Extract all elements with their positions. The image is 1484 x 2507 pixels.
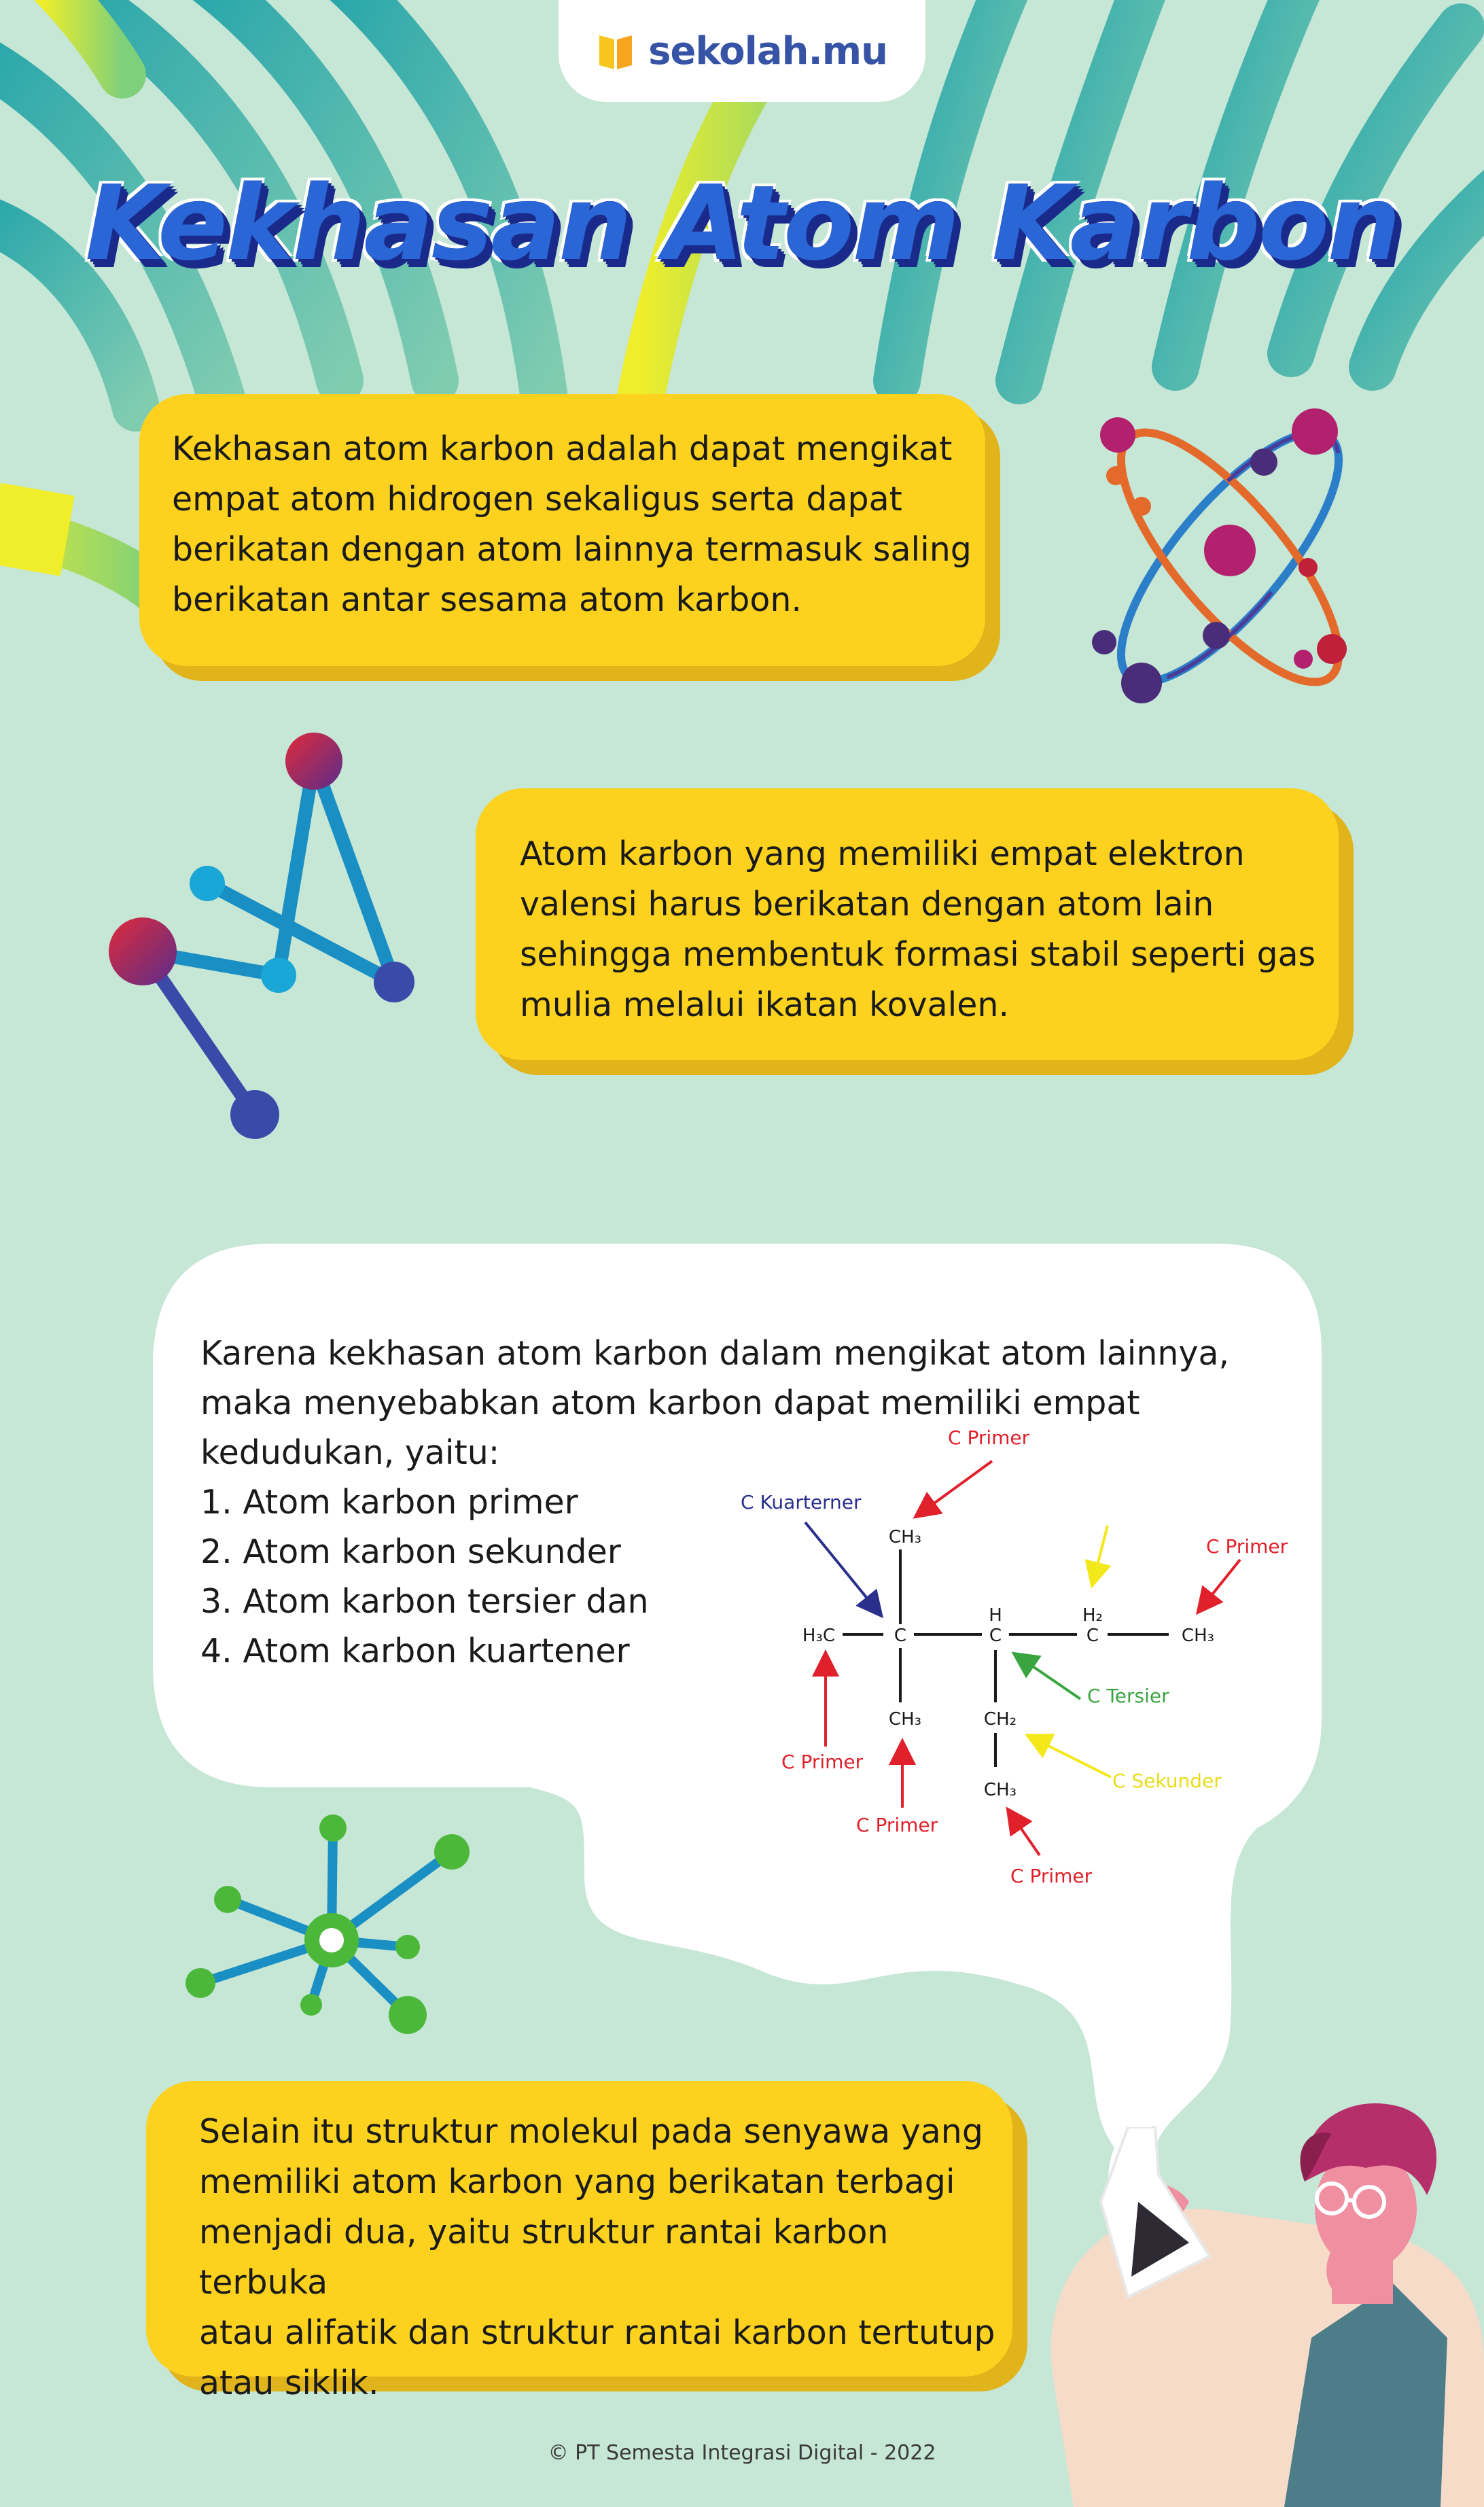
atom-c2: C	[989, 1626, 1002, 1646]
info-box-3-text: Selain itu struktur molekul pada senyawa yang memiliki atom karbon yang berikatan terbagi menjadi dua, yaitu struktur rantai karbon terbuka atau alifatik dan struktur rantai karbon tertutup atau siklik.	[199, 2112, 995, 2402]
info-box-3	[146, 2081, 1012, 2402]
list-item-kuartener: 4. Atom karbon kuartener	[200, 1632, 630, 1670]
atom-ch2: CH₂	[983, 1709, 1017, 1730]
atom-ch3-right: CH₃	[1181, 1626, 1215, 1646]
atom-c3: C	[1086, 1626, 1099, 1646]
label-kuarterner: C Kuarterner	[741, 1491, 862, 1513]
page-title: Kekhasan Atom Karbon	[85, 163, 1399, 283]
label-primer-left: C Primer	[781, 1751, 864, 1773]
label-primer-right: C Primer	[1206, 1535, 1288, 1558]
bubble-intro-line: Karena kekhasan atom karbon dalam mengikat atom lainnya,	[200, 1334, 1230, 1373]
list-item-primer: 1. Atom karbon primer	[200, 1483, 578, 1522]
label-primer-bottom: C Primer	[1010, 1865, 1093, 1887]
atom-h3c: H₃C	[802, 1626, 836, 1646]
info-box-2-text: Atom karbon yang memiliki empat elektron valensi harus berikatan dengan atom lain sehingga membentuk formasi stabil seperti gas mulia melalui ikatan kovalen.	[520, 835, 1316, 1024]
brand-name: sekolah.mu	[648, 29, 887, 73]
label-primer-top: C Primer	[948, 1426, 1030, 1449]
atom-h: H	[989, 1605, 1002, 1626]
atom-ch3-bottom: CH₃	[983, 1780, 1017, 1800]
atom-c1: C	[894, 1626, 907, 1646]
carbon-structure-diagram	[720, 1420, 1318, 1910]
info-box-1-text: Kekhasan atom karbon adalah dapat mengikat empat atom hidrogen sekaligus serta dapat berikatan dengan atom lainnya termasuk saling berikatan antar sesama atom karbon.	[172, 429, 972, 619]
green-molecule-illustration	[177, 1801, 489, 2059]
label-tersier: C Tersier	[1087, 1685, 1169, 1707]
bubble-intro-line: maka menyebabkan atom karbon dapat memiliki empat	[200, 1384, 1140, 1422]
atom-h2: H₂	[1082, 1605, 1103, 1626]
label-primer-mid: C Primer	[856, 1814, 938, 1836]
bubble-intro-line: kedudukan, yaitu:	[200, 1433, 500, 1472]
list-item-tersier: 3. Atom karbon tersier dan	[200, 1582, 649, 1621]
copyright-footer: © PT Semesta Integrasi Digital - 2022	[548, 2441, 936, 2465]
label-sekunder: C Sekunder	[1112, 1770, 1222, 1792]
list-item-sekunder: 2. Atom karbon sekunder	[200, 1532, 621, 1571]
atom-ch3-top: CH₃	[888, 1527, 922, 1547]
atom-ch3-mid: CH₃	[888, 1709, 922, 1730]
